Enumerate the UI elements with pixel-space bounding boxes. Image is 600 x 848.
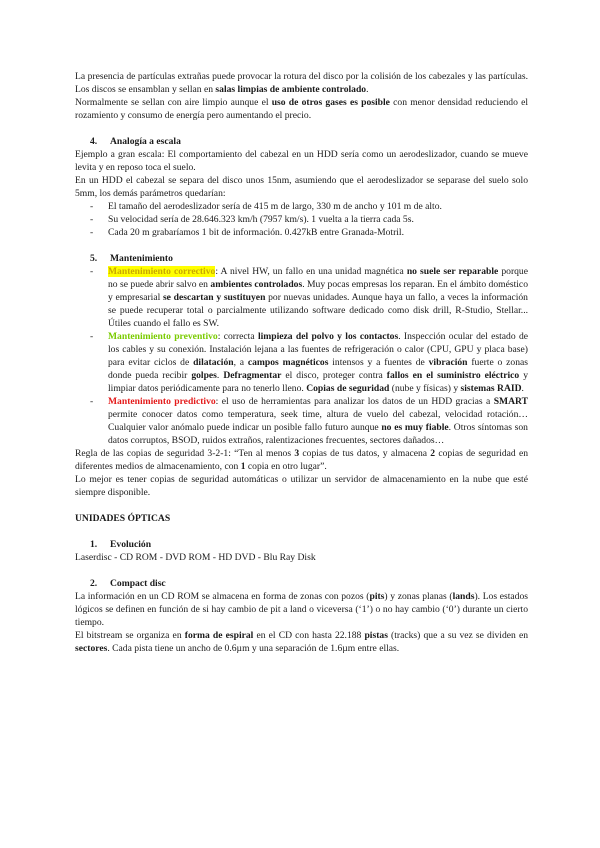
paragraph-cd-bitstream: El bitstream se organiza en forma de espiral en el CD con hasta 22.188 pistas (tracks) que a su vez se dividen en sectores. Cada pista tiene un ancho de 0.6µm y una separación de 1.6µm entre ellas.: [75, 630, 528, 654]
section-heading-analogy: 4. Analogía a escala: [90, 136, 181, 147]
list-item: - Su velocidad sería de 28.646.323 km/h (7957 km/s). 1 vuelta a la tierra cada 5s.: [90, 214, 414, 225]
paragraph-analogy-params: En un HDD el cabezal se separa del disco unos 15nm, asumiendo que el aerodeslizador se separase del suelo solo 5mm, los demás parámetros quedarían:: [75, 175, 528, 199]
heading-optical-units: UNIDADES ÓPTICAS: [75, 513, 171, 524]
list-item-preventive: - Mantenimiento preventivo: correcta limpieza del polvo y los contactos. Inspección ocular del estado de los cables y su conexión. Instalación lejana a las fuentes de refrigeración o calor (CPU, GPU y placa base) para evitar ciclos de dilatación, a campos magnéticos intensos y a fuentes de vibración fuerte o zonas donde pueda recibir golpes. Defragmentar el disco, proteger contra fallos en el suministro eléctrico y limpiar datos periódicamente para no tenerlo lleno. Copias de seguridad (nube y físicas) y sistemas RAID.: [90, 331, 529, 394]
paragraph-particles: La presencia de partículas extrañas puede provocar la rotura del disco por la colisión de los cabezales y las partículas. Los discos se ensamblan y sellan en salas limpias de ambiente controlado.: [75, 71, 528, 95]
document-page: [75, 70, 528, 655]
list-item-predictive: - Mantenimiento predictivo: el uso de herramientas para analizar los datos de un HDD gracias a SMART permite conocer datos como temperatura, seek time, altura de vuelo del cabezal, velocidad rotación… Cualquier valor anómalo puede indicar un posible fallo futuro aunque no es muy fiable. Otros síntomas son datos corruptos, BSOD, ruidos extraños, ralentizaciones frecuentes, sectores dañados…: [90, 396, 528, 446]
analogy-list: [75, 200, 528, 239]
section-heading-evolution: 1. Evolución: [90, 539, 152, 550]
maintenance-list: [75, 265, 528, 447]
section-heading-compact-disc: 2. Compact disc: [90, 578, 166, 589]
section-heading-maintenance: 5. Mantenimiento: [90, 253, 173, 264]
paragraph-evolution: Laserdisc - CD ROM - DVD ROM - HD DVD - Blu Ray Disk: [75, 552, 316, 563]
list-item: - Cada 20 m grabaríamos 1 bit de información. 0.427kB entre Granada-Motril.: [90, 227, 404, 238]
list-item: - El tamaño del aerodeslizador sería de 415 m de largo, 330 m de ancho y 101 m de alto.: [90, 201, 442, 212]
list-item-corrective: - Mantenimiento correctivo: A nivel HW, un fallo en una unidad magnética no suele ser reparable porque no se puede abrir salvo en ambientes controlados. Muy pocas empresas los reparan. En el ámbito doméstico y empresarial se descartan y sustituyen por nuevas unidades. Aunque haya un fallo, a veces la información se puede recuperar total o parcialmente utilizando software dedicado como disk drill, R-Studio, Stellar... Útiles cuando el fallo es SW.: [90, 266, 528, 329]
paragraph-gases: Normalmente se sellan con aire limpio aunque el uso de otros gases es posible con menor densidad reduciendo el rozamiento y consumo de energía pero aumentando el precio.: [75, 97, 528, 121]
paragraph-backup-rule: Regla de las copias de seguridad 3-2-1: “Ten al menos 3 copias de tus datos, y almacena 2 copias de seguridad en diferentes medios de almacenamiento, con 1 copia en otro lugar”.: [75, 448, 528, 472]
paragraph-cd-storage: La información en un CD ROM se almacena en forma de zonas con pozos (pits) y zonas planas (lands). Los estados lógicos se definen en función de si hay cambio de pit a land o viceversa (‘1’) o no hay cambio (‘0’) durante un cierto tiempo.: [75, 591, 528, 628]
paragraph-backup-best: Lo mejor es tener copias de seguridad automáticas o utilizar un servidor de almacenamiento en la nube que esté siempre disponible.: [75, 474, 528, 498]
paragraph-analogy-example: Ejemplo a gran escala: El comportamiento del cabezal en un HDD sería como un aerodeslizador, cuando se mueve levita y en reposo toca el suelo.: [75, 149, 528, 173]
